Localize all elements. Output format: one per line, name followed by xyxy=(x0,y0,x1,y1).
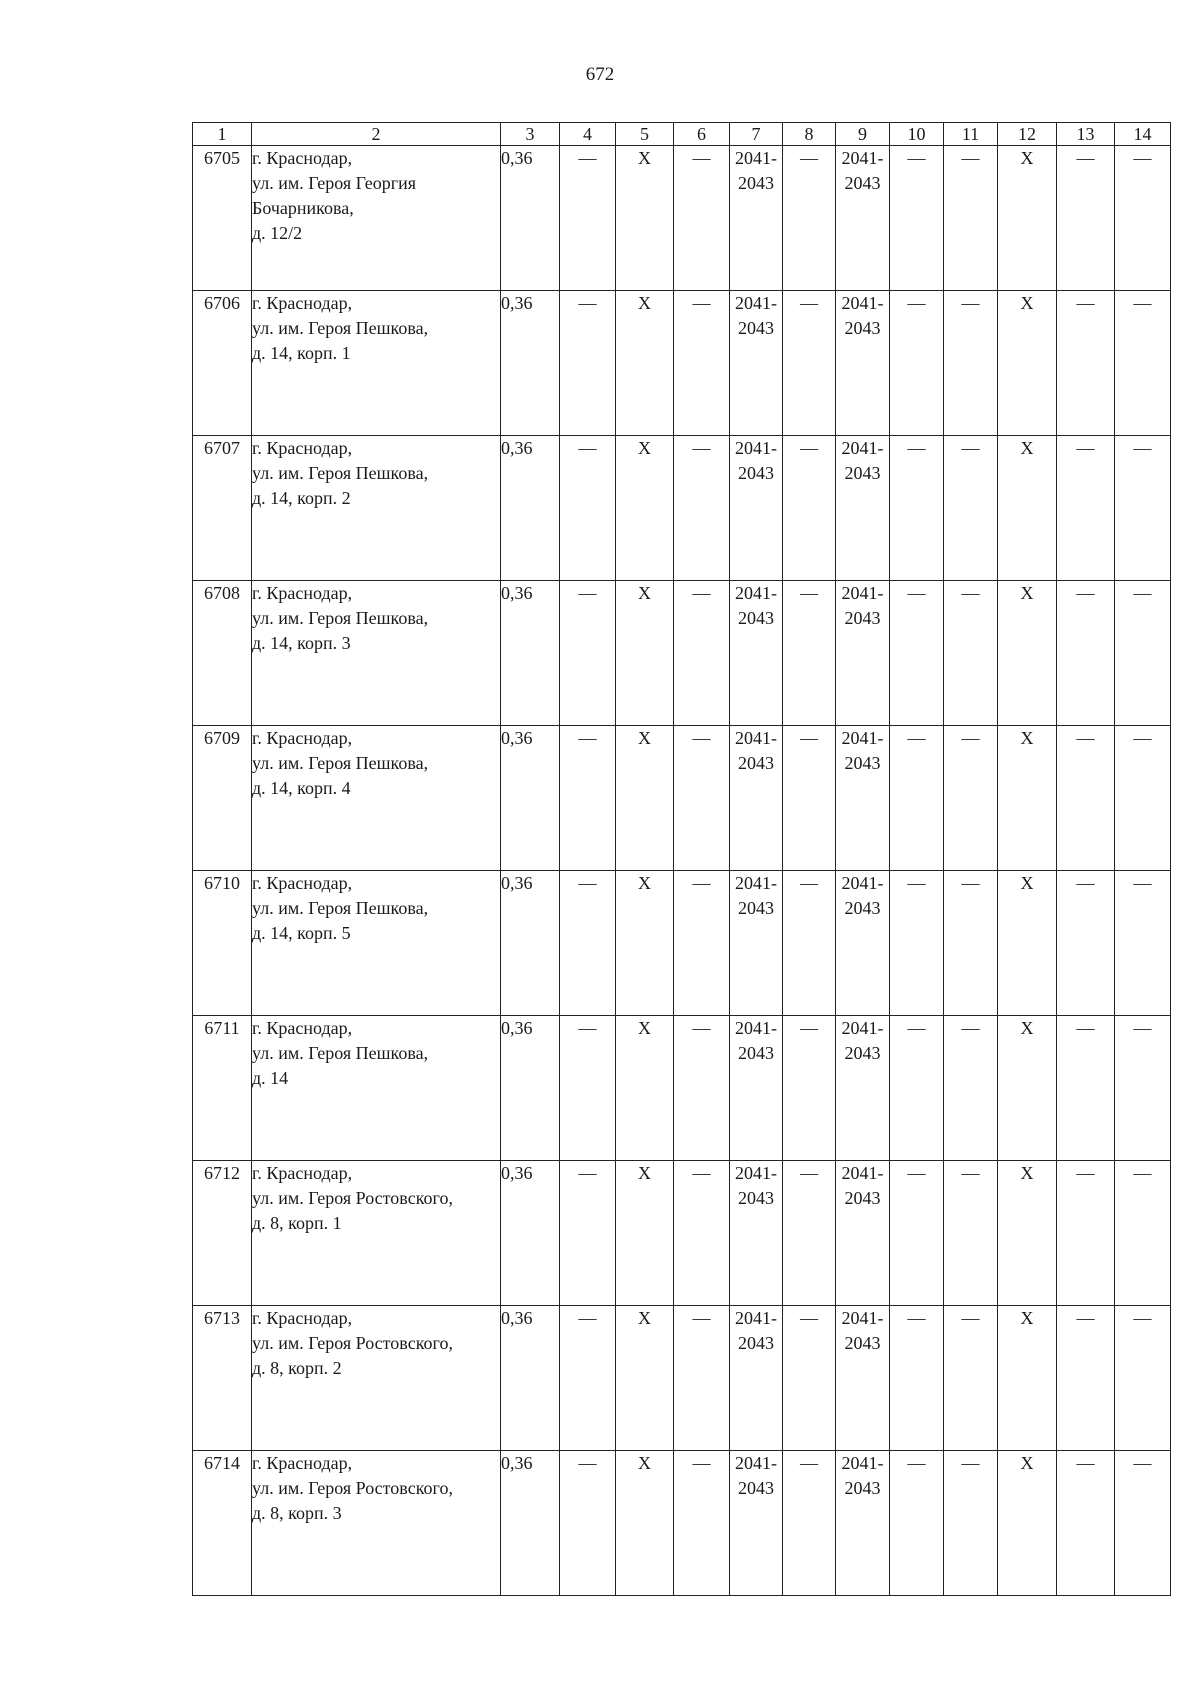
column-header: 3 xyxy=(501,123,560,146)
mark-cell-14: — xyxy=(1115,436,1171,581)
column-header: 2 xyxy=(252,123,501,146)
row-id: 6711 xyxy=(193,1016,252,1161)
period-line: 2041- xyxy=(841,873,884,893)
mark-cell-10: — xyxy=(890,146,944,291)
mark-cell-14: — xyxy=(1115,871,1171,1016)
address-line: г. Краснодар, xyxy=(252,728,353,748)
mark-cell-6: — xyxy=(674,726,730,871)
mark-cell-14: — xyxy=(1115,146,1171,291)
period-line: 2041- xyxy=(841,1453,884,1473)
mark-cell-4: — xyxy=(560,1451,616,1596)
period-line: 2043 xyxy=(738,1188,774,1208)
mark-cell-10: — xyxy=(890,1161,944,1306)
mark-cell-6: — xyxy=(674,1161,730,1306)
column-header: 1 xyxy=(193,123,252,146)
period-cell xyxy=(730,291,783,436)
column-header: 9 xyxy=(836,123,890,146)
value-cell: 0,36 xyxy=(501,146,560,291)
period-line: 2041- xyxy=(841,148,884,168)
row-id: 6707 xyxy=(193,436,252,581)
period-cell xyxy=(836,581,890,726)
mark-cell-12: X xyxy=(998,1306,1057,1451)
period-line: 2043 xyxy=(738,753,774,773)
address-line: ул. им. Героя Пешкова, xyxy=(252,463,429,483)
mark-cell-5: X xyxy=(616,436,674,581)
value-cell: 0,36 xyxy=(501,726,560,871)
mark-cell-8: — xyxy=(783,1016,836,1161)
address-line: д. 8, корп. 2 xyxy=(252,1358,342,1378)
address-line: г. Краснодар, xyxy=(252,1308,353,1328)
mark-cell-8: — xyxy=(783,1161,836,1306)
mark-cell-11: — xyxy=(944,726,998,871)
period-line: 2041- xyxy=(735,728,777,748)
period-cell xyxy=(836,1451,890,1596)
mark-cell-5: X xyxy=(616,146,674,291)
mark-cell-8: — xyxy=(783,291,836,436)
mark-cell-12: X xyxy=(998,1451,1057,1596)
mark-cell-14: — xyxy=(1115,291,1171,436)
address-cell xyxy=(252,146,501,291)
period-line: 2043 xyxy=(738,1333,774,1353)
mark-cell-8: — xyxy=(783,871,836,1016)
mark-cell-8: — xyxy=(783,726,836,871)
row-id: 6713 xyxy=(193,1306,252,1451)
address-line: ул. им. Героя Пешкова, xyxy=(252,608,429,628)
period-line: 2041- xyxy=(735,1308,777,1328)
mark-cell-11: — xyxy=(944,581,998,726)
period-line: 2043 xyxy=(738,898,774,918)
mark-cell-10: — xyxy=(890,871,944,1016)
period-line: 2041- xyxy=(735,873,777,893)
period-cell xyxy=(836,871,890,1016)
address-cell xyxy=(252,1306,501,1451)
period-cell xyxy=(730,726,783,871)
table-row xyxy=(193,1161,1171,1306)
mark-cell-6: — xyxy=(674,581,730,726)
mark-cell-10: — xyxy=(890,1306,944,1451)
period-line: 2043 xyxy=(738,318,774,338)
address-cell xyxy=(252,1451,501,1596)
mark-cell-13: — xyxy=(1057,1161,1115,1306)
address-line: д. 8, корп. 1 xyxy=(252,1213,342,1233)
value-cell: 0,36 xyxy=(501,1306,560,1451)
mark-cell-13: — xyxy=(1057,436,1115,581)
mark-cell-10: — xyxy=(890,1451,944,1596)
period-cell xyxy=(730,146,783,291)
address-line: д. 8, корп. 3 xyxy=(252,1503,342,1523)
header-row xyxy=(193,123,1171,146)
period-line: 2043 xyxy=(738,1478,774,1498)
value-cell: 0,36 xyxy=(501,1161,560,1306)
period-line: 2043 xyxy=(844,173,881,193)
column-header: 5 xyxy=(616,123,674,146)
period-cell xyxy=(730,1161,783,1306)
mark-cell-8: — xyxy=(783,581,836,726)
mark-cell-14: — xyxy=(1115,726,1171,871)
period-cell xyxy=(836,1306,890,1451)
address-line: г. Краснодар, xyxy=(252,873,353,893)
period-cell xyxy=(730,1306,783,1451)
address-line: г. Краснодар, xyxy=(252,1453,353,1473)
address-line: ул. им. Героя Пешкова, xyxy=(252,898,429,918)
table-row xyxy=(193,291,1171,436)
address-cell xyxy=(252,1161,501,1306)
mark-cell-14: — xyxy=(1115,581,1171,726)
mark-cell-11: — xyxy=(944,871,998,1016)
mark-cell-5: X xyxy=(616,726,674,871)
mark-cell-11: — xyxy=(944,1161,998,1306)
period-line: 2041- xyxy=(735,1453,777,1473)
mark-cell-13: — xyxy=(1057,1016,1115,1161)
mark-cell-4: — xyxy=(560,291,616,436)
value-cell: 0,36 xyxy=(501,581,560,726)
address-cell xyxy=(252,726,501,871)
period-line: 2041- xyxy=(841,583,884,603)
table-row xyxy=(193,726,1171,871)
mark-cell-5: X xyxy=(616,1306,674,1451)
table-row xyxy=(193,1451,1171,1596)
mark-cell-4: — xyxy=(560,1161,616,1306)
mark-cell-6: — xyxy=(674,436,730,581)
period-line: 2041- xyxy=(735,293,777,313)
value-cell: 0,36 xyxy=(501,1016,560,1161)
period-line: 2041- xyxy=(841,438,884,458)
period-line: 2043 xyxy=(844,1333,881,1353)
mark-cell-13: — xyxy=(1057,726,1115,871)
table-row xyxy=(193,1306,1171,1451)
row-id: 6705 xyxy=(193,146,252,291)
mark-cell-10: — xyxy=(890,1016,944,1161)
mark-cell-14: — xyxy=(1115,1306,1171,1451)
period-line: 2041- xyxy=(841,728,884,748)
period-cell xyxy=(730,1016,783,1161)
address-line: ул. им. Героя Пешкова, xyxy=(252,753,429,773)
column-header: 13 xyxy=(1057,123,1115,146)
period-line: 2041- xyxy=(735,583,777,603)
mark-cell-8: — xyxy=(783,436,836,581)
value-cell: 0,36 xyxy=(501,871,560,1016)
address-line: г. Краснодар, xyxy=(252,148,353,168)
address-line: г. Краснодар, xyxy=(252,1163,353,1183)
table-row xyxy=(193,436,1171,581)
address-line: г. Краснодар, xyxy=(252,293,353,313)
address-cell xyxy=(252,1016,501,1161)
period-cell xyxy=(836,1161,890,1306)
period-line: 2041- xyxy=(735,438,777,458)
mark-cell-8: — xyxy=(783,1306,836,1451)
mark-cell-11: — xyxy=(944,436,998,581)
mark-cell-5: X xyxy=(616,1451,674,1596)
address-line: ул. им. Героя Ростовского, xyxy=(252,1478,453,1498)
address-line: г. Краснодар, xyxy=(252,583,353,603)
period-line: 2041- xyxy=(735,1018,777,1038)
column-header: 6 xyxy=(674,123,730,146)
address-line: г. Краснодар, xyxy=(252,438,353,458)
mark-cell-11: — xyxy=(944,1306,998,1451)
period-line: 2041- xyxy=(841,293,884,313)
address-line: д. 14, корп. 1 xyxy=(252,343,351,363)
mark-cell-13: — xyxy=(1057,871,1115,1016)
address-line: д. 12/2 xyxy=(252,223,303,243)
mark-cell-13: — xyxy=(1057,581,1115,726)
mark-cell-14: — xyxy=(1115,1161,1171,1306)
period-cell xyxy=(730,436,783,581)
period-cell xyxy=(730,581,783,726)
address-line: ул. им. Героя Георгия xyxy=(252,173,416,193)
period-line: 2043 xyxy=(844,1043,881,1063)
mark-cell-12: X xyxy=(998,581,1057,726)
column-header: 10 xyxy=(890,123,944,146)
mark-cell-8: — xyxy=(783,1451,836,1596)
mark-cell-6: — xyxy=(674,1306,730,1451)
row-id: 6709 xyxy=(193,726,252,871)
address-line: ул. им. Героя Ростовского, xyxy=(252,1188,453,1208)
value-cell: 0,36 xyxy=(501,1451,560,1596)
period-line: 2043 xyxy=(844,753,881,773)
value-cell: 0,36 xyxy=(501,436,560,581)
mark-cell-6: — xyxy=(674,1016,730,1161)
period-line: 2043 xyxy=(738,608,774,628)
period-line: 2041- xyxy=(841,1018,884,1038)
period-line: 2043 xyxy=(738,463,774,483)
mark-cell-11: — xyxy=(944,1451,998,1596)
mark-cell-10: — xyxy=(890,726,944,871)
mark-cell-5: X xyxy=(616,1161,674,1306)
mark-cell-5: X xyxy=(616,291,674,436)
address-line: Бочарникова, xyxy=(252,198,354,218)
mark-cell-6: — xyxy=(674,146,730,291)
mark-cell-4: — xyxy=(560,436,616,581)
row-id: 6710 xyxy=(193,871,252,1016)
table-row xyxy=(193,1016,1171,1161)
column-header: 4 xyxy=(560,123,616,146)
mark-cell-12: X xyxy=(998,1016,1057,1161)
address-line: д. 14 xyxy=(252,1068,289,1088)
period-line: 2041- xyxy=(735,148,777,168)
registry-table xyxy=(192,122,1171,1596)
row-id: 6712 xyxy=(193,1161,252,1306)
mark-cell-10: — xyxy=(890,291,944,436)
column-header: 12 xyxy=(998,123,1057,146)
table-row xyxy=(193,581,1171,726)
address-cell xyxy=(252,871,501,1016)
period-line: 2043 xyxy=(738,173,774,193)
address-line: ул. им. Героя Ростовского, xyxy=(252,1333,453,1353)
mark-cell-4: — xyxy=(560,726,616,871)
mark-cell-13: — xyxy=(1057,1306,1115,1451)
mark-cell-10: — xyxy=(890,436,944,581)
mark-cell-11: — xyxy=(944,146,998,291)
address-cell xyxy=(252,581,501,726)
mark-cell-6: — xyxy=(674,291,730,436)
mark-cell-4: — xyxy=(560,871,616,1016)
row-id: 6714 xyxy=(193,1451,252,1596)
mark-cell-12: X xyxy=(998,871,1057,1016)
column-header: 8 xyxy=(783,123,836,146)
period-line: 2043 xyxy=(844,608,881,628)
row-id: 6706 xyxy=(193,291,252,436)
address-cell xyxy=(252,291,501,436)
period-line: 2043 xyxy=(844,1188,881,1208)
registry-body xyxy=(193,146,1171,1596)
row-id: 6708 xyxy=(193,581,252,726)
period-line: 2043 xyxy=(844,463,881,483)
mark-cell-4: — xyxy=(560,1306,616,1451)
mark-cell-8: — xyxy=(783,146,836,291)
address-line: ул. им. Героя Пешкова, xyxy=(252,1043,429,1063)
period-cell xyxy=(836,1016,890,1161)
mark-cell-4: — xyxy=(560,581,616,726)
address-line: г. Краснодар, xyxy=(252,1018,353,1038)
address-line: д. 14, корп. 3 xyxy=(252,633,351,653)
mark-cell-4: — xyxy=(560,146,616,291)
mark-cell-5: X xyxy=(616,871,674,1016)
mark-cell-4: — xyxy=(560,1016,616,1161)
column-header: 11 xyxy=(944,123,998,146)
table-row xyxy=(193,146,1171,291)
mark-cell-12: X xyxy=(998,291,1057,436)
mark-cell-12: X xyxy=(998,726,1057,871)
mark-cell-6: — xyxy=(674,1451,730,1596)
period-line: 2041- xyxy=(841,1163,884,1183)
mark-cell-12: X xyxy=(998,146,1057,291)
address-cell xyxy=(252,436,501,581)
period-line: 2043 xyxy=(844,318,881,338)
period-line: 2041- xyxy=(841,1308,884,1328)
period-line: 2041- xyxy=(735,1163,777,1183)
period-cell xyxy=(730,871,783,1016)
mark-cell-5: X xyxy=(616,1016,674,1161)
mark-cell-12: X xyxy=(998,436,1057,581)
page-number: 672 xyxy=(585,64,615,85)
address-line: ул. им. Героя Пешкова, xyxy=(252,318,429,338)
mark-cell-13: — xyxy=(1057,1451,1115,1596)
mark-cell-13: — xyxy=(1057,146,1115,291)
mark-cell-11: — xyxy=(944,1016,998,1161)
period-cell xyxy=(836,291,890,436)
period-line: 2043 xyxy=(844,1478,881,1498)
mark-cell-5: X xyxy=(616,581,674,726)
mark-cell-14: — xyxy=(1115,1451,1171,1596)
period-line: 2043 xyxy=(738,1043,774,1063)
value-cell: 0,36 xyxy=(501,291,560,436)
mark-cell-13: — xyxy=(1057,291,1115,436)
period-cell xyxy=(836,436,890,581)
period-cell xyxy=(730,1451,783,1596)
period-cell xyxy=(836,146,890,291)
table-row xyxy=(193,871,1171,1016)
period-cell xyxy=(836,726,890,871)
mark-cell-14: — xyxy=(1115,1016,1171,1161)
mark-cell-11: — xyxy=(944,291,998,436)
mark-cell-10: — xyxy=(890,581,944,726)
column-header: 7 xyxy=(730,123,783,146)
period-line: 2043 xyxy=(844,898,881,918)
mark-cell-12: X xyxy=(998,1161,1057,1306)
address-line: д. 14, корп. 2 xyxy=(252,488,351,508)
address-line: д. 14, корп. 4 xyxy=(252,778,351,798)
mark-cell-6: — xyxy=(674,871,730,1016)
column-header: 14 xyxy=(1115,123,1171,146)
address-line: д. 14, корп. 5 xyxy=(252,923,351,943)
